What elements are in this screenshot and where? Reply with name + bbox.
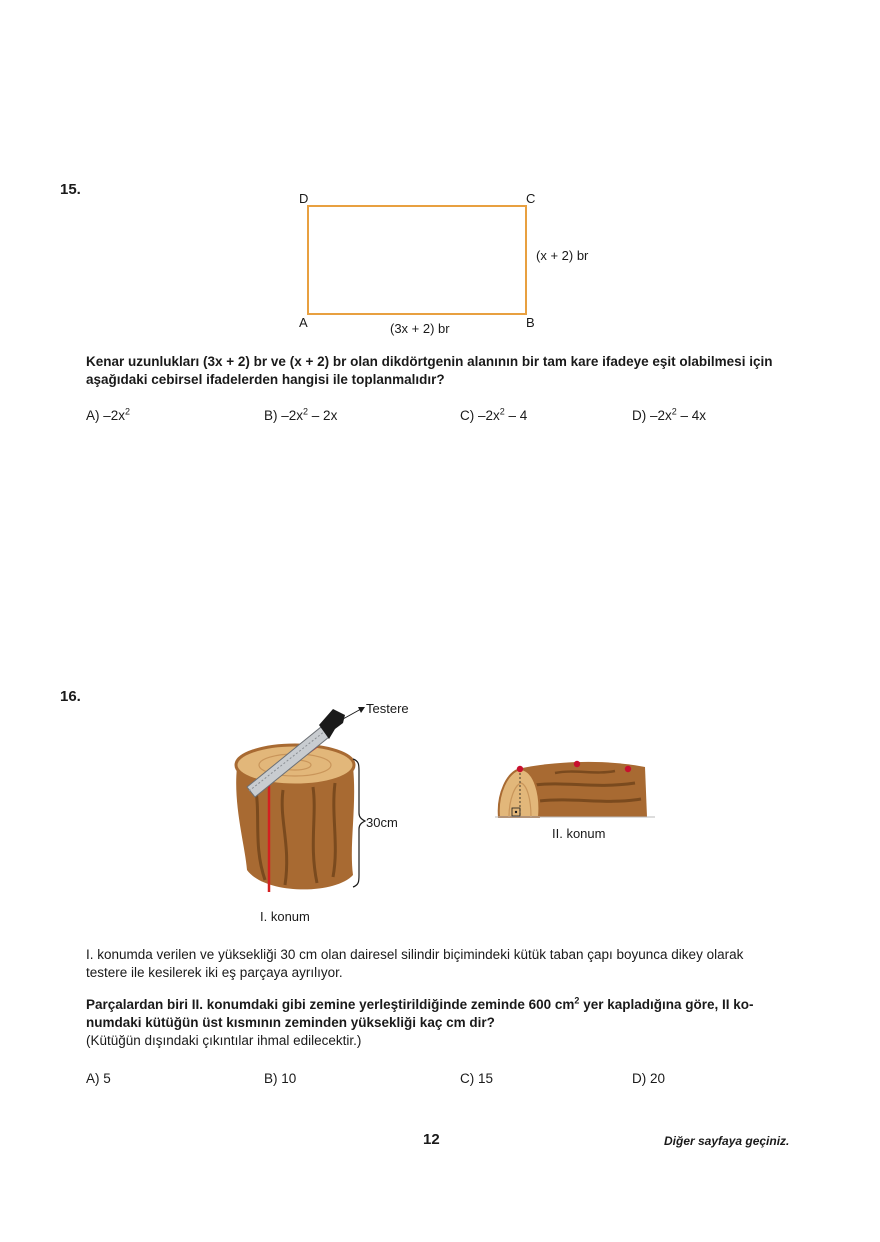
q15-option-d-text: D) –2x — [632, 408, 672, 423]
vertex-label-b: B — [526, 315, 535, 330]
q16-para2-line2: numdaki kütüğün üst kısmının zeminden yüksekliği kaç cm dir? — [86, 1015, 495, 1030]
question-number-15: 15. — [60, 181, 81, 198]
q15-option-d-tail: – 4x — [676, 408, 707, 423]
q15-option-a[interactable] — [86, 408, 130, 423]
bark-groove — [539, 799, 641, 801]
saw-pointer-line — [343, 709, 361, 719]
vertex-label-d: D — [299, 191, 309, 206]
question-15-stem-line2: aşağıdaki cebirsel ifadelerden hangisi ile toplanmalıdır? — [86, 372, 445, 387]
q15-option-b-text: B) –2x — [264, 408, 304, 423]
q15-option-b-sup: 2 — [303, 406, 309, 417]
rectangle-figure — [290, 188, 610, 338]
q15-option-c-sup: 2 — [499, 406, 505, 417]
q15-option-c-text: C) –2x — [460, 408, 500, 423]
bark-groove — [555, 771, 615, 773]
rectangle-abcd — [308, 206, 526, 314]
q16-para2-line1-sup: 2 — [574, 995, 580, 1006]
q16-para2-line1 — [86, 996, 816, 1014]
q15-option-b-tail: – 2x — [308, 408, 338, 423]
next-page-note: Diğer sayfaya geçiniz. — [664, 1134, 790, 1148]
q16-option-d[interactable]: D) 20 — [632, 1071, 666, 1086]
marker-dot — [517, 766, 523, 772]
q15-option-c-tail: – 4 — [504, 408, 528, 423]
page-number: 12 — [423, 1131, 440, 1148]
q15-option-d-sup: 2 — [671, 406, 677, 417]
q16-option-b[interactable]: B) 10 — [264, 1071, 297, 1086]
q16-option-a[interactable]: A) 5 — [86, 1071, 111, 1086]
log-half-figure — [495, 755, 655, 825]
q16-para1-line1: I. konumda verilen ve yüksekliği 30 cm olan dairesel silindir biçimindeki kütük taban çapı boyunca dikey olarak — [86, 947, 744, 962]
q16-para2-line1-tail: yer kapladığına göre, II ko- — [579, 997, 754, 1012]
q15-option-c[interactable] — [460, 408, 527, 423]
q16-para2-line1-text: Parçalardan biri II. konumdaki gibi zemine yerleştirildiğinde zeminde 600 cm — [86, 997, 575, 1012]
saw-label: Testere — [366, 701, 409, 716]
q15-option-a-text: A) –2x — [86, 408, 126, 423]
q16-para1-line2: testere ile kesilerek iki eş parçaya ayrılıyor. — [86, 965, 343, 980]
vertex-label-c: C — [526, 191, 536, 206]
q16-option-c[interactable]: C) 15 — [460, 1071, 494, 1086]
marker-dot — [625, 766, 631, 772]
question-15-stem-line1: Kenar uzunlukları (3x + 2) br ve (x + 2) br olan dikdörtgenin alanının bir tam kare ifadeye eşit olabilmesi için — [86, 354, 773, 369]
question-number-16: 16. — [60, 688, 81, 705]
q16-para2-line3: (Kütüğün dışındaki çıkıntılar ihmal edilecektir.) — [86, 1033, 362, 1048]
side-length-label: (x + 2) br — [536, 248, 589, 263]
height-brace — [353, 759, 365, 887]
question-16-context — [86, 946, 816, 982]
bark-groove — [333, 783, 335, 877]
height-label: 30cm — [366, 815, 398, 830]
position-1-label: I. konum — [260, 909, 310, 924]
q15-option-d[interactable] — [632, 408, 706, 423]
q15-option-b[interactable] — [264, 408, 337, 423]
question-16-stem — [86, 996, 816, 1050]
position-2-label: II. konum — [552, 826, 606, 841]
marker-dot — [574, 761, 580, 767]
right-angle-dot — [515, 811, 517, 813]
log-standing-figure — [225, 695, 385, 905]
bottom-length-label: (3x + 2) br — [390, 321, 450, 336]
q15-option-a-sup: 2 — [125, 406, 131, 417]
question-15-stem — [86, 353, 816, 389]
vertex-label-a: A — [299, 315, 308, 330]
